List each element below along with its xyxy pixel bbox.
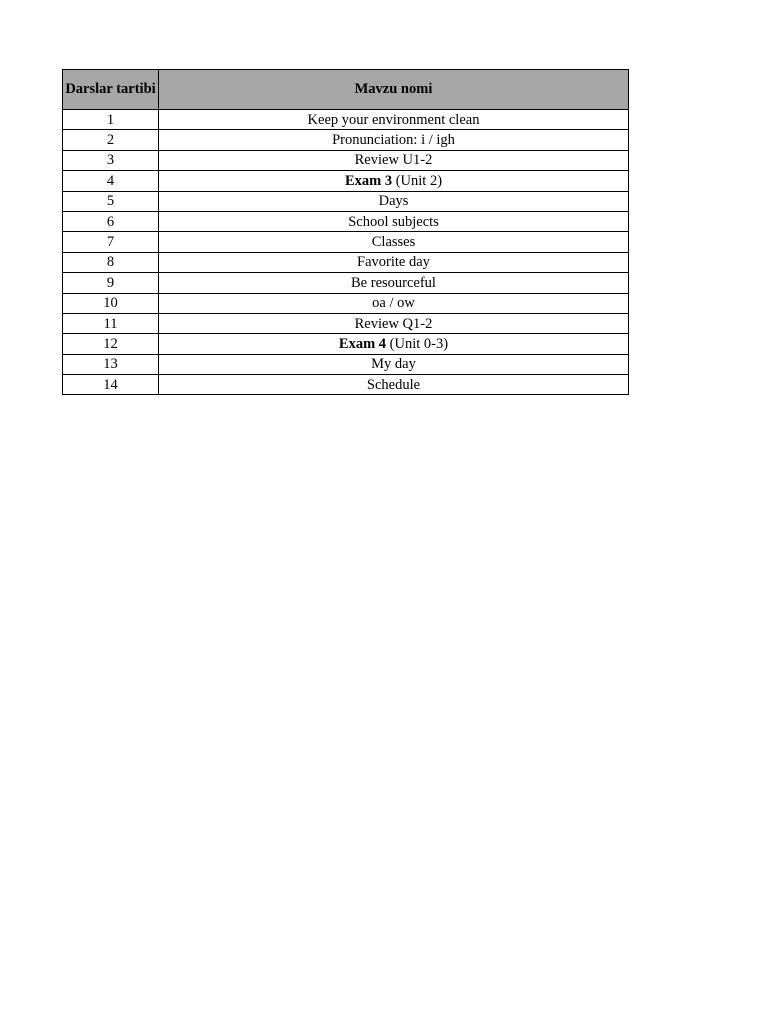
lesson-topic-cell bbox=[159, 150, 629, 170]
header-topic-name: Mavzu nomi bbox=[159, 70, 629, 110]
lesson-number-cell: 8 bbox=[63, 252, 159, 272]
lesson-topic-cell bbox=[159, 293, 629, 313]
table-row bbox=[63, 334, 629, 354]
lesson-number-cell: 3 bbox=[63, 150, 159, 170]
table-row bbox=[63, 293, 629, 313]
lesson-number-cell: 12 bbox=[63, 334, 159, 354]
lesson-number-cell: 14 bbox=[63, 375, 159, 395]
lesson-number-cell: 6 bbox=[63, 211, 159, 231]
lesson-topic-cell bbox=[159, 334, 629, 354]
lesson-topic-cell bbox=[159, 232, 629, 252]
lesson-number-cell: 13 bbox=[63, 354, 159, 374]
lesson-topic-cell bbox=[159, 130, 629, 150]
table-header bbox=[63, 70, 629, 110]
lesson-topic-cell bbox=[159, 354, 629, 374]
topic-text: School subjects bbox=[348, 213, 439, 230]
exam-label: Exam 3 bbox=[344, 172, 393, 189]
topic-text: (Unit 0-3) bbox=[386, 335, 449, 352]
topic-text: Review Q1-2 bbox=[354, 315, 433, 332]
table-row bbox=[63, 130, 629, 150]
table-row bbox=[63, 252, 629, 272]
lesson-topic-cell bbox=[159, 191, 629, 211]
table-row bbox=[63, 273, 629, 293]
topic-text: Days bbox=[378, 193, 409, 210]
table-body bbox=[63, 110, 629, 395]
lesson-number-cell: 11 bbox=[63, 313, 159, 333]
lesson-topic-cell bbox=[159, 110, 629, 130]
table-row bbox=[63, 354, 629, 374]
lesson-number-cell: 9 bbox=[63, 273, 159, 293]
topic-text: Pronunciation: i / igh bbox=[332, 132, 455, 149]
lesson-topic-cell bbox=[159, 252, 629, 272]
lesson-topic-cell bbox=[159, 211, 629, 231]
table-row bbox=[63, 232, 629, 252]
lessons-table bbox=[62, 69, 629, 395]
table-row bbox=[63, 375, 629, 395]
table-row bbox=[63, 313, 629, 333]
lesson-number-cell: 5 bbox=[63, 191, 159, 211]
table-row bbox=[63, 150, 629, 170]
header-row bbox=[63, 70, 629, 110]
topic-text: oa / ow bbox=[372, 295, 415, 312]
table-row bbox=[63, 171, 629, 191]
lesson-topic-cell bbox=[159, 375, 629, 395]
topic-text: Classes bbox=[371, 234, 416, 251]
exam-label: Exam 4 bbox=[338, 335, 387, 352]
topic-text: (Unit 2) bbox=[392, 172, 443, 189]
lesson-number-cell: 4 bbox=[63, 171, 159, 191]
lesson-topic-cell bbox=[159, 273, 629, 293]
table-row bbox=[63, 110, 629, 130]
topic-text: Review U1-2 bbox=[354, 152, 433, 169]
lesson-number-cell: 10 bbox=[63, 293, 159, 313]
topic-text: Keep your environment clean bbox=[307, 111, 480, 128]
table-row bbox=[63, 191, 629, 211]
lesson-number-cell: 1 bbox=[63, 110, 159, 130]
topic-text: Be resourceful bbox=[351, 274, 436, 291]
table-row bbox=[63, 211, 629, 231]
lesson-number-cell: 7 bbox=[63, 232, 159, 252]
topic-text: My day bbox=[371, 356, 416, 373]
lesson-topic-cell bbox=[159, 313, 629, 333]
lesson-number-cell: 2 bbox=[63, 130, 159, 150]
header-lesson-order: Darslar tartibi bbox=[63, 70, 159, 110]
lesson-topic-cell bbox=[159, 171, 629, 191]
topic-text: Schedule bbox=[366, 376, 421, 393]
topic-text: Favorite day bbox=[357, 254, 430, 271]
